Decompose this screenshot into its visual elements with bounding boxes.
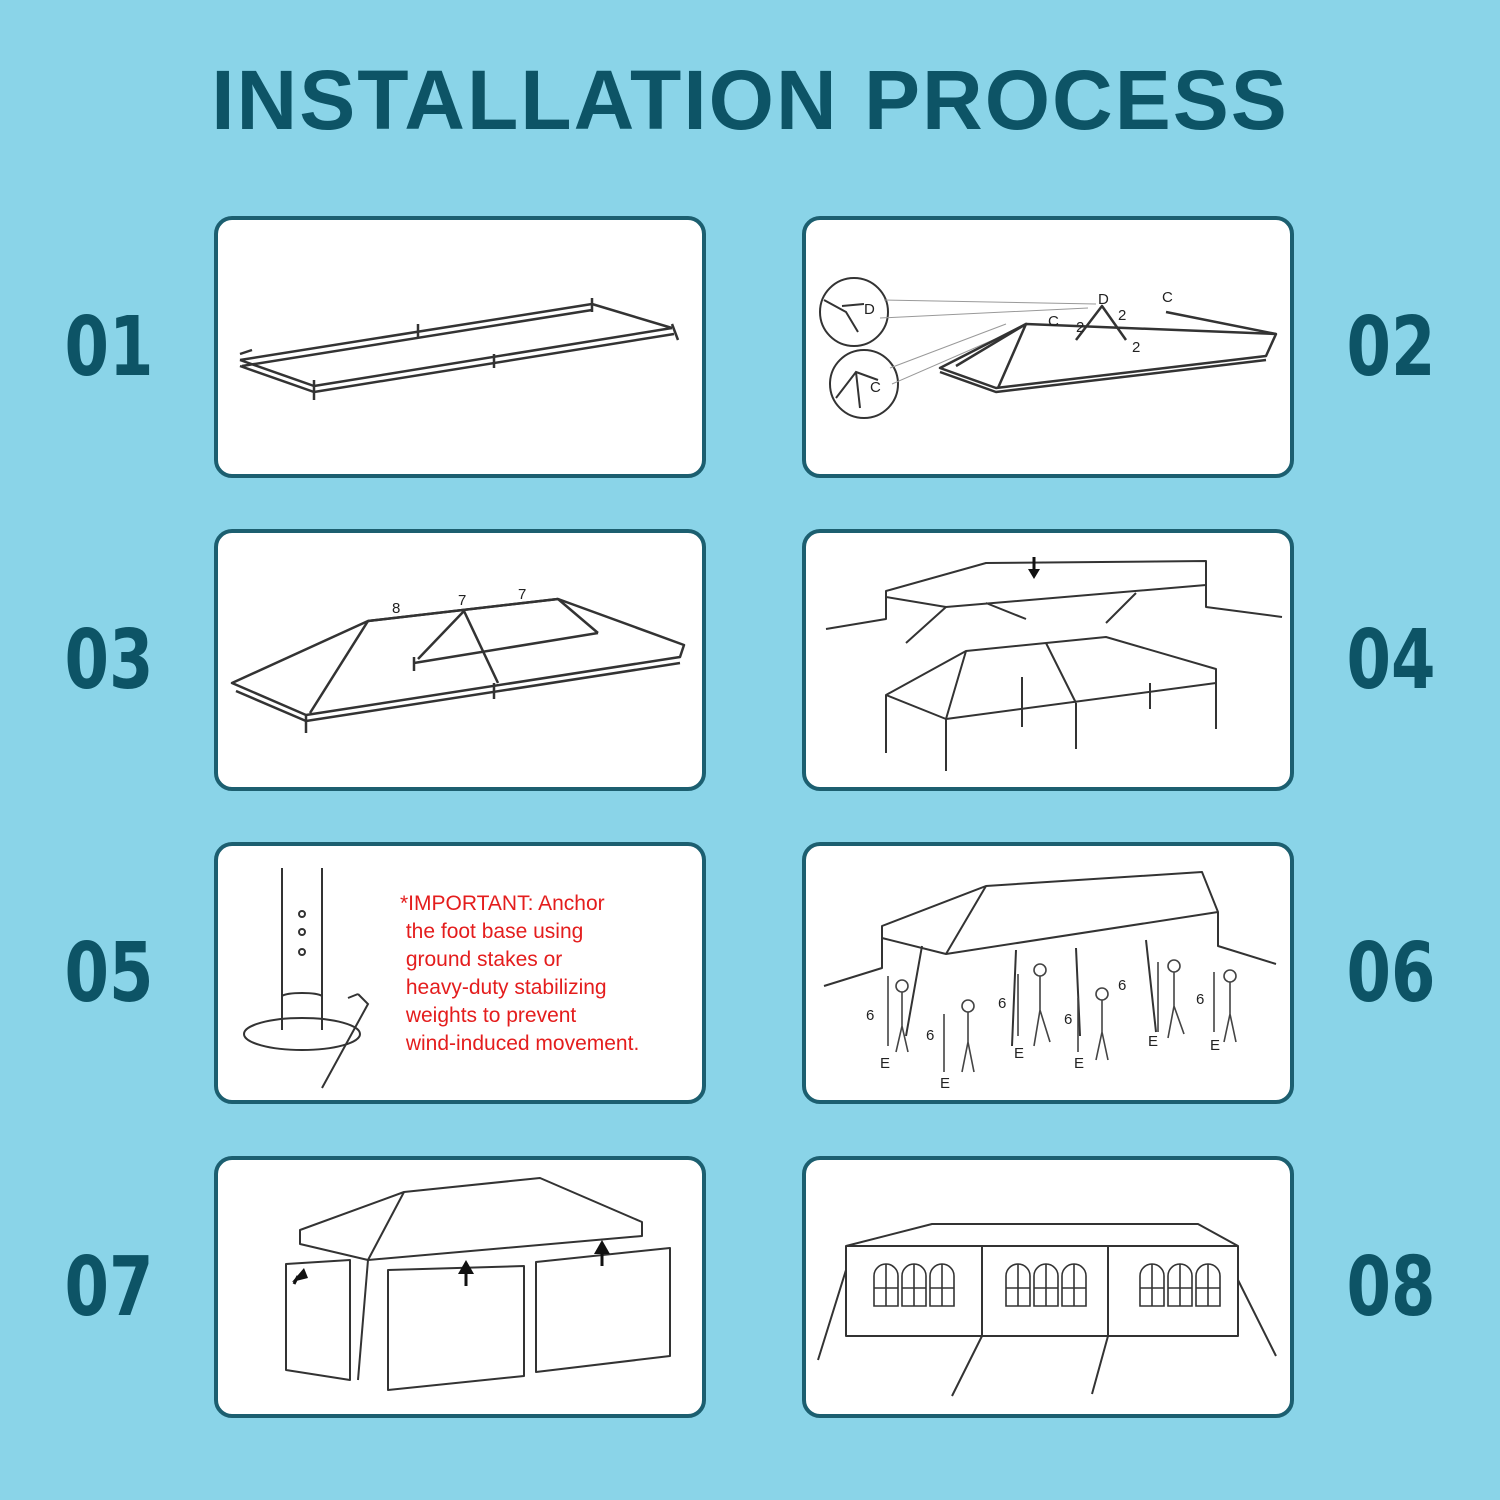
step-number-04: 04: [1346, 613, 1436, 708]
ridge-label-8: 8: [392, 600, 401, 617]
ridge-label-7b: 7: [518, 586, 527, 603]
leg-label-ec: E: [1014, 1045, 1025, 1062]
step-08-panel: [802, 1156, 1294, 1418]
frame-label-c2: C: [1162, 289, 1173, 306]
leg-label-6c: 6: [998, 995, 1007, 1012]
completed-tent-diagram: [806, 1160, 1290, 1414]
step-number-05: 05: [64, 926, 154, 1021]
step-07-panel: [214, 1156, 706, 1418]
frame-label-c1: C: [1048, 313, 1059, 330]
frame-label-d: D: [1098, 291, 1109, 308]
step-number-01: 01: [64, 300, 154, 395]
step-number-03: 03: [64, 613, 154, 708]
step-06-panel: [802, 842, 1294, 1104]
leg-label-6d: 6: [1064, 1011, 1073, 1028]
leg-label-6b: 6: [926, 1027, 935, 1044]
ridge-label-7a: 7: [458, 592, 467, 609]
note-line-3: ground stakes or: [400, 948, 563, 971]
step-number-08: 08: [1346, 1240, 1436, 1335]
frame-label-2a: 2: [1076, 319, 1085, 336]
step-number-07: 07: [64, 1240, 154, 1335]
connector-label-c: C: [870, 379, 881, 396]
step-05-panel: [214, 842, 706, 1104]
canopy-placement-diagram: [806, 533, 1290, 787]
note-line-1: *IMPORTANT: Anchor: [400, 892, 605, 915]
page-title: INSTALLATION PROCESS: [211, 53, 1289, 147]
raise-legs-diagram: [806, 846, 1290, 1100]
side-walls-diagram: [218, 1160, 702, 1414]
step-04-panel: [802, 529, 1294, 791]
step-03-panel: [214, 529, 706, 791]
leg-label-ed: E: [1074, 1055, 1085, 1072]
base-frame-diagram: [218, 220, 702, 474]
connector-label-d: D: [864, 301, 875, 318]
roof-frame-diagram: [806, 220, 1290, 474]
leg-label-ee: E: [1148, 1033, 1159, 1050]
frame-label-2c: 2: [1132, 339, 1141, 356]
note-line-4: heavy-duty stabilizing: [400, 976, 607, 999]
leg-label-ef: E: [1210, 1037, 1221, 1054]
leg-label-eb: E: [940, 1075, 951, 1092]
leg-label-6e: 6: [1118, 977, 1127, 994]
step-number-06: 06: [1346, 926, 1436, 1021]
leg-label-6a: 6: [866, 1007, 875, 1024]
frame-label-2b: 2: [1118, 307, 1127, 324]
leg-label-6f: 6: [1196, 991, 1205, 1008]
important-anchor-note: [400, 890, 690, 1058]
note-line-5: weights to prevent: [400, 1004, 577, 1027]
note-line-6: wind-induced movement.: [400, 1032, 640, 1055]
step-01-panel: [214, 216, 706, 478]
leg-label-ea: E: [880, 1055, 891, 1072]
full-frame-diagram: [218, 533, 702, 787]
note-line-2: the foot base using: [400, 920, 584, 943]
step-number-02: 02: [1346, 300, 1436, 395]
step-02-panel: [802, 216, 1294, 478]
